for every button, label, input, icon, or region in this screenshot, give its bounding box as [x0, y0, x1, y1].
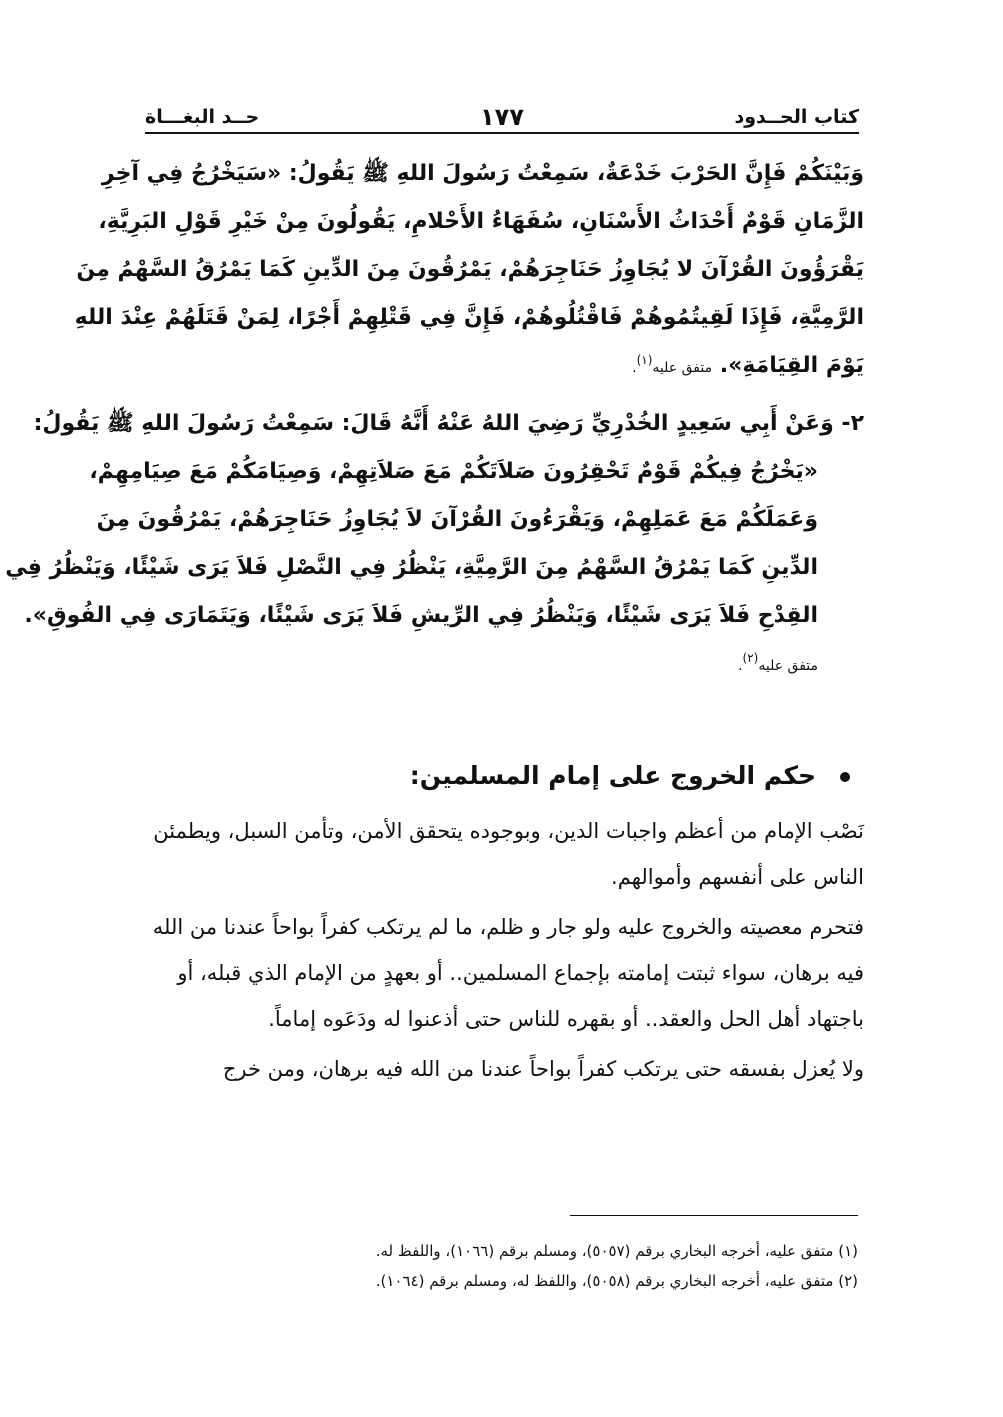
hadith-1-line: يَقْرَؤُونَ القُرْآنَ لا يُجَاوِزُ حَنَاجِرَهُمْ، يَمْرُقُونَ مِنَ الدِّينِ كَمَا يَمْرُقُ السَّهْمُ مِنَ [76, 257, 864, 282]
hadith-2-line: القِدْحِ فَلاَ يَرَى شَيْئًا، وَيَنْظُرُ فِي الرِّيشِ فَلاَ يَرَى شَيْئًا، وَيَتَمَارَى فِي الفُوقِ». [24, 603, 818, 628]
footnote-1: (١) متفق عليه، أخرجه البخاري برقم (٥٠٥٧)، ومسلم برقم (١٠٦٦)، واللفظ له. [375, 1242, 858, 1260]
footnote-rule [570, 1215, 858, 1216]
hadith-2-number: ٢- [841, 411, 864, 436]
paragraph: نَصْب الإمام من أعظم واجبات الدين، وبوجوده يتحقق الأمن، وتأمن السبل، ويطمئن الناس على أنفسهم وأموالهم. [153, 819, 864, 889]
page-number: ١٧٧ [480, 103, 524, 131]
hadith-1-line: الزَّمَانِ قَوْمٌ أَحْدَاثُ الأَسْنَانِ، سُفَهَاءُ الأَحْلامِ، يَقُولُونَ مِنْ خَيْرِ قَوْلِ البَرِيَّةِ، [98, 209, 864, 234]
agreed-upon-label: متفق عليه [652, 360, 713, 376]
hadith-2-line: وَعَنْ أَبِي سَعِيدٍ الخُدْرِيِّ رَضِيَ اللهُ عَنْهُ أَنَّهُ قَالَ: سَمِعْتُ رَسُولَ اللهِ ﷺ يَقُولُ: [33, 411, 834, 436]
hadith-1-line: يَوْمَ القِيَامَةِ». [719, 353, 864, 378]
section-heading-text: حكم الخروج على إمام المسلمين: [409, 761, 816, 790]
footnote-ref-1: (١) [636, 353, 653, 367]
header-book-title: كتاب الحــدود [734, 106, 859, 128]
header-rule [145, 132, 859, 134]
hadith-2-first-line [33, 400, 864, 448]
footnotes [140, 1236, 858, 1296]
running-header [145, 104, 859, 134]
header-chapter-title: حــد البغـــاة [145, 106, 260, 128]
section-body [140, 808, 864, 1096]
paragraph: فتحرم معصيته والخروج عليه ولو جار و ظلم، ما لم يرتكب كفراً بواحاً عندنا من الله فيه برهان، سواء ثبتت إمامته بإجماع المسلمين.. أو بعهدٍ من الإمام الذي قبله، أو باجتهاد أهل الحل والعقد.. أو بقهره للناس حتى أذعنوا له ودَعَوه إماماً. [152, 915, 864, 1031]
hadith-2-agreed-line: متفق عليه$^{(٢)}$. [738, 651, 818, 674]
agreed-upon-label: متفق عليه [758, 658, 818, 674]
footnote-ref-2: (٢) [742, 651, 759, 665]
hadith-2-line: وَعَمَلَكُمْ مَعَ عَمَلِهِمْ، وَيَقْرَءُونَ القُرْآنَ لاَ يُجَاوِزُ حَنَاجِرَهُمْ، يَمْرُقُونَ مِنَ [96, 507, 818, 532]
paragraph: ولا يُعزل بفسقه حتى يرتكب كفراً بواحاً عندنا من الله فيه برهان، ومن خرج [222, 1057, 864, 1081]
hadith-1 [74, 150, 864, 392]
footnote-2: (٢) متفق عليه، أخرجه البخاري برقم (٥٠٥٨)، واللفظ له، ومسلم برقم (١٠٦٤). [375, 1272, 858, 1290]
hadith-2-line: «يَخْرُجُ فِيكُمْ قَوْمٌ تَحْقِرُونَ صَلاَتَكُمْ مَعَ صَلاَتِهِمْ، وَصِيَامَكُمْ مَعَ صِيَامِهِمْ، [89, 459, 818, 484]
section-heading [140, 752, 864, 800]
hadith-2 [5, 400, 864, 690]
bullet-icon [840, 772, 850, 782]
hadith-1-line: وَبَيْنَكُمْ فَإِنَّ الحَرْبَ خَدْعَةٌ، سَمِعْتُ رَسُولَ اللهِ ﷺ يَقُولُ: «سَيَخْرُجُ فِي آخِرِ [101, 161, 864, 186]
hadith-1-last-line: يَوْمَ القِيَامَةِ». متفق عليه$^{(١)}$. [632, 353, 864, 378]
hadith-2-line: الدِّينِ كَمَا يَمْرُقُ السَّهْمُ مِنَ الرَّمِيَّةِ، يَنْظُرُ فِي النَّصْلِ فَلاَ يَرَى شَيْئًا، وَيَنْظُرُ فِي [5, 555, 818, 580]
hadith-1-line: الرَّمِيَّةِ، فَإِذَا لَقِيتُمُوهُمْ فَاقْتُلُوهُمْ، فَإِنَّ فِي قَتْلِهِمْ أَجْرًا، لِمَنْ قَتَلَهُمْ عِنْدَ اللهِ [74, 305, 864, 330]
hadith-text [5, 150, 864, 690]
